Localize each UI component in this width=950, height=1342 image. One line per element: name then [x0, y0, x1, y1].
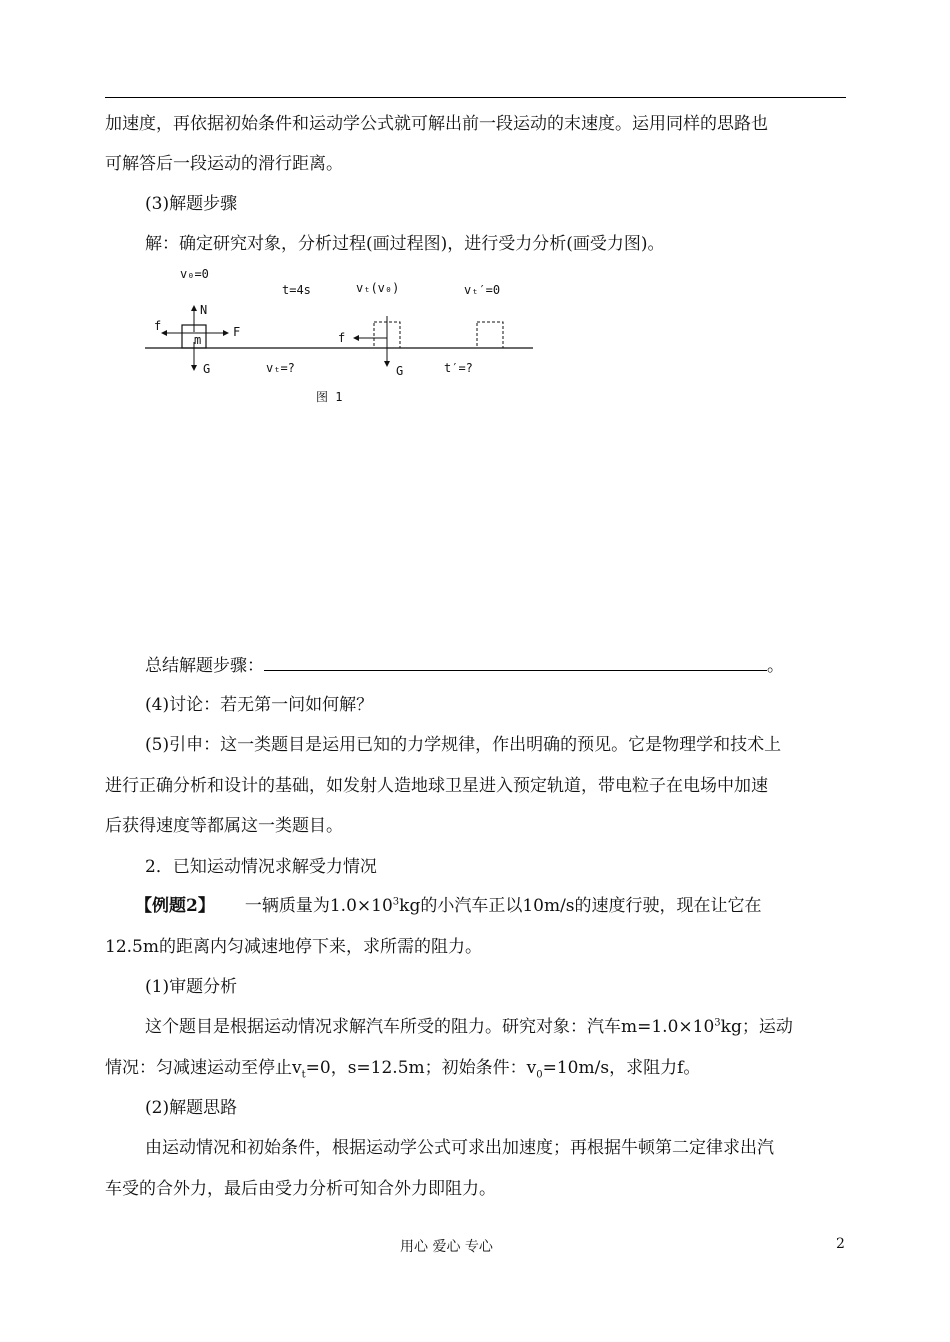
page-number: 2 — [836, 1236, 845, 1252]
label-vt-v0: vₜ(v₀) — [356, 281, 400, 295]
section-heading: (2)解题思路 — [145, 1098, 238, 1118]
summary-blank — [264, 656, 767, 671]
label-vt-q: vₜ=? — [266, 361, 295, 375]
text-b: =0，s=12.5m；初始条件：v — [305, 1058, 537, 1078]
example-2-line — [135, 896, 880, 916]
paragraph-line: 进行正确分析和设计的基础，如发射人造地球卫星进入预定轨道，带电粒子在电场中加速 — [105, 776, 768, 796]
summary-end: 。 — [767, 656, 784, 676]
paragraph-line: 12.5m的距离内匀减速地停下来，求所需的阻力。 — [105, 937, 482, 957]
subscript-t: t — [301, 1069, 306, 1081]
label-G-2: G — [396, 364, 404, 378]
subscript-0: 0 — [536, 1069, 543, 1081]
label-N: N — [200, 303, 208, 317]
paragraph-line: (4)讨论：若无第一问如何解？ — [145, 695, 374, 715]
section-heading: 2．已知运动情况求解受力情况 — [145, 857, 377, 877]
paragraph-line: 可解答后一段运动的滑行距离。 — [105, 154, 343, 174]
header-rule — [105, 97, 846, 98]
paragraph-line: (5)引申：这一类题目是运用已知的力学规律，作出明确的预见。它是物理学和技术上 — [145, 735, 782, 755]
footer-center: 用心 爱心 专心 — [400, 1239, 493, 1255]
paragraph-line: 加速度，再依据初始条件和运动学公式就可解出前一段运动的末速度。运用同样的思路也 — [105, 114, 768, 134]
section-heading: (1)审题分析 — [145, 977, 238, 997]
section-heading: (3)解题步骤 — [145, 194, 238, 214]
text-c: =10m/s，求阻力f。 — [542, 1058, 701, 1078]
text-b: kg；运动 — [720, 1017, 793, 1037]
paragraph-line: 由运动情况和初始条件，根据运动学公式可求出加速度；再根据牛顿第二定律求出汽 — [145, 1138, 774, 1158]
label-f: f — [154, 319, 162, 333]
summary-label: 总结解题步骤： — [145, 656, 264, 676]
label-m: m — [194, 333, 202, 347]
text-a: 情况：匀减速运动至停止v — [105, 1058, 302, 1078]
text-a: 这个题目是根据运动情况求解汽车所受的阻力。研究对象：汽车m=1.0×10 — [145, 1017, 715, 1037]
superscript: 3 — [714, 1017, 721, 1029]
label-vt-prime: vₜ′=0 — [464, 283, 501, 297]
label-t: t=4s — [282, 283, 311, 297]
paragraph-line: 解：确定研究对象，分析过程(画过程图)，进行受力分析(画受力图)。 — [145, 234, 665, 254]
example-2-label: 【例题2】 — [135, 896, 215, 916]
paragraph-line — [145, 1017, 890, 1037]
paragraph-line: 车受的合外力，最后由受力分析可知合外力即阻力。 — [105, 1179, 496, 1199]
paragraph-line: 后获得速度等都属这一类题目。 — [105, 816, 343, 836]
label-tprime-q: t′=? — [444, 361, 473, 375]
example-2-text-b: kg的小汽车正以10m/s的速度行驶，现在让它在 — [399, 896, 762, 916]
figure-1-diagram — [140, 262, 540, 412]
superscript: 3 — [392, 896, 400, 908]
label-F: F — [233, 325, 241, 339]
label-f-2: f — [338, 331, 346, 345]
paragraph-line — [105, 1058, 850, 1081]
block-final — [477, 322, 503, 348]
label-v0: v₀=0 — [180, 267, 209, 281]
figure-caption: 图 1 — [316, 390, 343, 404]
summary-line — [145, 656, 890, 676]
label-G: G — [203, 362, 211, 376]
example-2-text: 一辆质量为1.0×10 — [244, 896, 393, 916]
